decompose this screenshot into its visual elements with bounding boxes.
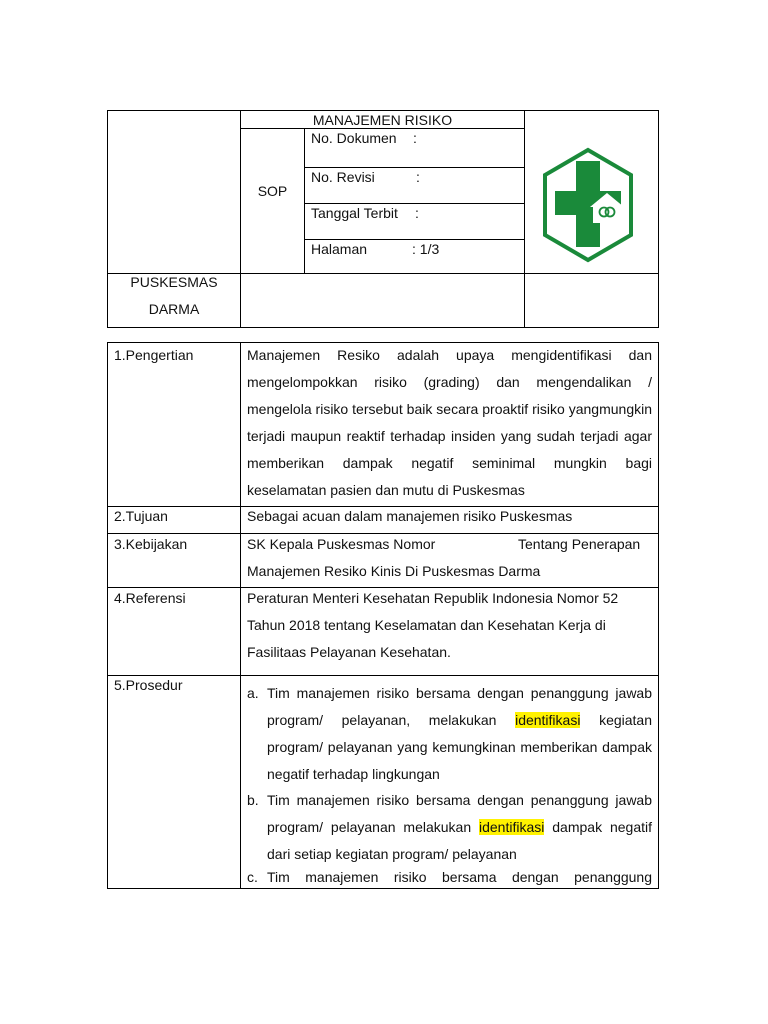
label-pengertian: 1.Pengertian xyxy=(114,347,194,363)
item-a-text: Tim manajemen risiko bersama dengan penanggung jawab program/ pelayanan, melakukan xyxy=(267,685,652,728)
field-tanggal-terbit-label: Tanggal Terbit xyxy=(311,205,398,221)
label-referensi: 4.Referensi xyxy=(114,590,186,606)
label-kebijakan: 3.Kebijakan xyxy=(114,536,188,552)
field-no-dokumen-label: No. Dokumen xyxy=(311,130,397,146)
text-referensi: Peraturan Menteri Kesehatan Republik Indonesia Nomor 52 Tahun 2018 tentang Keselamatan dan Kesehatan Kerja di Fasilitaas Pelayanan Kesehatan. xyxy=(247,590,619,660)
item-marker-c: c. xyxy=(247,869,258,885)
field-no-revisi-value: : xyxy=(416,169,420,185)
item-marker-b: b. xyxy=(247,792,259,808)
field-halaman-value: : 1/3 xyxy=(412,241,440,257)
prosedur-item-b xyxy=(247,787,652,868)
org-name-line1: PUSKESMAS xyxy=(130,274,218,290)
item-b-highlight: identifikasi xyxy=(479,819,545,835)
sop-label: SOP xyxy=(257,183,288,199)
puskesmas-logo-icon xyxy=(541,147,635,263)
text-kebijakan-c: Manajemen Resiko Kinis Di Puskesmas Darma xyxy=(247,563,541,579)
prosedur-item-c xyxy=(247,868,652,888)
prosedur-item-a xyxy=(247,680,652,788)
document-title: MANAJEMEN RISIKO xyxy=(312,112,453,128)
text-kebijakan-a: SK Kepala Puskesmas Nomor xyxy=(247,536,436,552)
item-c-text: Tim manajemen risiko bersama dengan penanggung xyxy=(267,869,652,885)
item-b-text: Tim manajemen risiko bersama dengan penanggung jawab program/ pelayanan melakukan xyxy=(267,792,652,835)
text-tujuan: Sebagai acuan dalam manajemen risiko Puskesmas xyxy=(247,508,573,524)
item-a-highlight: identifikasi xyxy=(515,712,581,728)
field-tanggal-terbit-value: : xyxy=(415,205,419,221)
label-tujuan: 2.Tujuan xyxy=(114,508,168,524)
label-prosedur: 5.Prosedur xyxy=(114,677,183,693)
item-marker-a: a. xyxy=(247,685,259,701)
field-no-revisi-label: No. Revisi xyxy=(311,169,375,185)
item-a-text-cont: kegiatan program/ pelayanan yang kemungkinan memberikan dampak negatif terhadap lingkungan xyxy=(267,712,652,782)
item-b-text-cont: dampak negatif dari setiap kegiatan program/ pelayanan xyxy=(267,819,652,862)
org-name-line2: DARMA xyxy=(148,301,200,317)
text-kebijakan-b: Tentang Penerapan xyxy=(518,536,641,552)
field-no-dokumen-value: : xyxy=(413,130,417,146)
text-pengertian: Manajemen Resiko adalah upaya mengidentifikasi dan mengelompokkan risiko (grading) dan mengendalikan / mengelola risiko tersebut baik secara proaktif risiko yangmungkin terjadi maupun reaktif terhadap insiden yang sudah terjadi agar memberikan dampak negatif seminimal mungkin bagi keselamatan pasien dan mutu di Puskesmas xyxy=(247,347,652,498)
field-halaman-label: Halaman xyxy=(311,241,368,257)
